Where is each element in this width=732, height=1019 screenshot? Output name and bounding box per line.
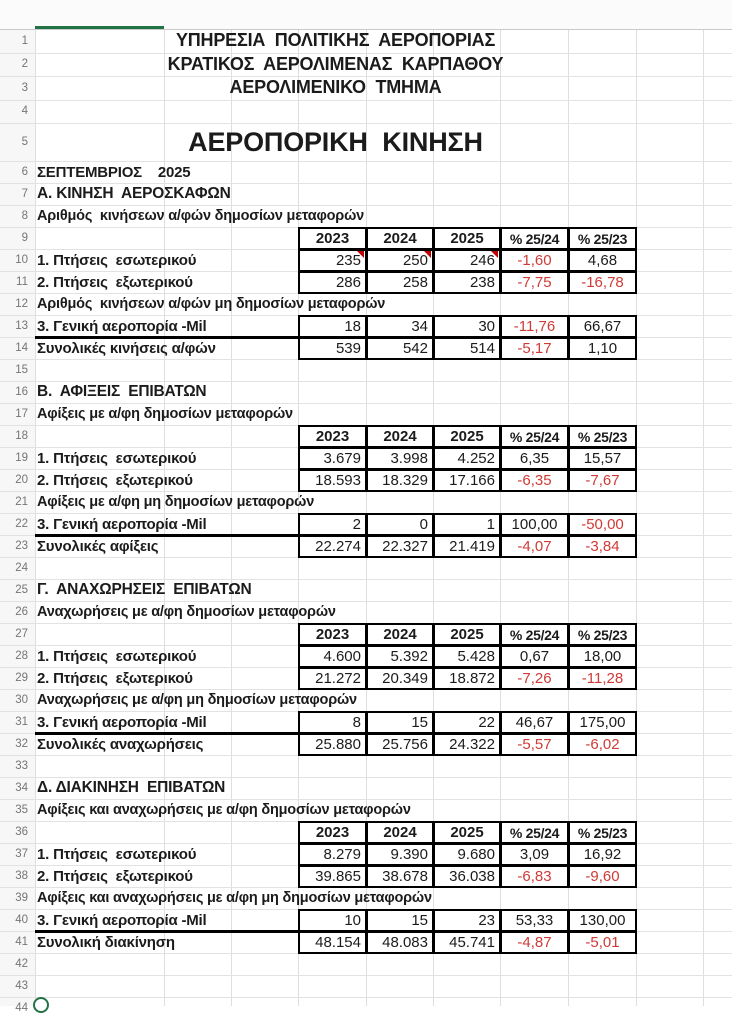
cell-A10[interactable]: 1. Πτήσεις εσωτερικού <box>37 251 197 269</box>
cell-H37[interactable]: 16,92 <box>568 843 637 866</box>
cell-A31[interactable]: 3. Γενική αεροπορία -Mil <box>37 713 207 731</box>
total-row-top-border <box>35 336 637 339</box>
cell-G36[interactable]: % 25/24 <box>500 821 569 844</box>
cell-H29[interactable]: -11,28 <box>568 667 637 690</box>
cell-A19[interactable]: 1. Πτήσεις εσωτερικού <box>37 449 197 467</box>
row-header-23[interactable]: 23 <box>15 540 28 552</box>
cell-D18[interactable]: 2023 <box>298 425 367 448</box>
cell-A13[interactable]: 3. Γενική αεροπορία -Mil <box>37 317 207 335</box>
comment-marker-icon <box>491 251 498 258</box>
total-row-top-border <box>35 534 637 537</box>
cell-E14[interactable]: 542 <box>366 337 434 360</box>
cell-A40[interactable]: 3. Γενική αεροπορία -Mil <box>37 911 207 929</box>
cell-H36[interactable]: % 25/23 <box>568 821 637 844</box>
cell-A37[interactable]: 1. Πτήσεις εσωτερικού <box>37 845 197 863</box>
row-header-5[interactable]: 5 <box>21 136 28 148</box>
cell-A14[interactable]: Συνολικές κινήσεις α/φών <box>37 339 216 357</box>
cell-D38[interactable]: 39.865 <box>298 865 367 888</box>
cell-F19[interactable]: 4.252 <box>433 447 501 470</box>
cell-H28[interactable]: 18,00 <box>568 645 637 668</box>
cell-G19[interactable]: 6,35 <box>500 447 569 470</box>
cell-E20[interactable]: 18.329 <box>366 469 434 492</box>
cell-A29[interactable]: 2. Πτήσεις εξωτερικού <box>37 669 193 687</box>
cell-A17[interactable]: Αφίξεις με α/φη δημοσίων μεταφορών <box>37 406 293 422</box>
cell-E23[interactable]: 22.327 <box>366 535 434 558</box>
cell-D29[interactable]: 21.272 <box>298 667 367 690</box>
cell-A41[interactable]: Συνολική διακίνηση <box>37 933 175 951</box>
cell-H14[interactable]: 1,10 <box>568 337 637 360</box>
row-header-4[interactable]: 4 <box>21 105 28 118</box>
cell-H23[interactable]: -3,84 <box>568 535 637 558</box>
cell-A12[interactable]: Αριθμός κινήσεων α/φών μη δημοσίων μεταφορών <box>37 296 386 312</box>
cell-H18[interactable]: % 25/23 <box>568 425 637 448</box>
row-header-3[interactable]: 3 <box>21 81 28 94</box>
cell-G11[interactable]: -7,75 <box>500 271 569 294</box>
cell-E36[interactable]: 2024 <box>366 821 434 844</box>
cell-A32[interactable]: Συνολικές αναχωρήσεις <box>37 735 204 753</box>
cell-A28[interactable]: 1. Πτήσεις εσωτερικού <box>37 647 197 665</box>
row-header-22[interactable]: 22 <box>15 518 28 530</box>
cell-F29[interactable]: 18.872 <box>433 667 501 690</box>
row-header-32[interactable]: 32 <box>15 738 28 750</box>
comment-marker-icon <box>357 251 364 258</box>
total-row-top-border <box>35 930 637 933</box>
row-header-18[interactable]: 18 <box>15 430 28 442</box>
cell-A34[interactable]: Δ. ΔΙΑΚΙΝΗΣΗ ΕΠΙΒΑΤΩΝ <box>37 779 226 796</box>
cell-G23[interactable]: -4,07 <box>500 535 569 558</box>
cell-H40[interactable]: 130,00 <box>568 909 637 932</box>
cell-F32[interactable]: 24.322 <box>433 733 501 756</box>
cell-A35[interactable]: Αφίξεις και αναχωρήσεις με α/φη δημοσίων μεταφορών <box>37 802 411 818</box>
cell-F14[interactable]: 514 <box>433 337 501 360</box>
gridline <box>0 997 732 998</box>
row-header-43[interactable]: 43 <box>15 980 28 992</box>
cell-G41[interactable]: -4,87 <box>500 931 569 954</box>
cell-E9[interactable]: 2024 <box>366 227 434 250</box>
cell-D37[interactable]: 8.279 <box>298 843 367 866</box>
cell-H31[interactable]: 175,00 <box>568 711 637 734</box>
row-header-19[interactable]: 19 <box>15 452 28 464</box>
cell-A39[interactable]: Αφίξεις και αναχωρήσεις με α/φη μη δημοσίων μεταφορών <box>37 890 432 906</box>
cell-F27[interactable]: 2025 <box>433 623 501 646</box>
cell-D36[interactable]: 2023 <box>298 821 367 844</box>
cell-F23[interactable]: 21.419 <box>433 535 501 558</box>
row-header-25[interactable]: 25 <box>15 584 28 596</box>
row-header-7[interactable]: 7 <box>21 188 28 200</box>
cell-G38[interactable]: -6,83 <box>500 865 569 888</box>
row-header-38[interactable]: 38 <box>15 870 28 882</box>
row-header-10[interactable]: 10 <box>15 254 28 266</box>
row-header-9[interactable]: 9 <box>21 232 28 244</box>
cell-G22[interactable]: 100,00 <box>500 513 569 536</box>
cell-G27[interactable]: % 25/24 <box>500 623 569 646</box>
row-header-11[interactable]: 11 <box>16 276 28 288</box>
cell-A38[interactable]: 2. Πτήσεις εξωτερικού <box>37 867 193 885</box>
cell-F28[interactable]: 5.428 <box>433 645 501 668</box>
cell-F41[interactable]: 45.741 <box>433 931 501 954</box>
cell-A5[interactable]: ΑΕΡΟΠΟΡΙΚΗ ΚΙΝΗΣΗ <box>188 126 483 157</box>
cell-E37[interactable]: 9.390 <box>366 843 434 866</box>
cell-A26[interactable]: Αναχωρήσεις με α/φη δημοσίων μεταφορών <box>37 604 336 620</box>
cell-A8[interactable]: Αριθμός κινήσεων α/φών δημοσίων μεταφορών <box>37 208 364 224</box>
row-header-24[interactable]: 24 <box>15 562 28 574</box>
cell-A30[interactable]: Αναχωρήσεις με α/φη μη δημοσίων μεταφορών <box>37 692 357 708</box>
row-header-41[interactable]: 41 <box>15 936 28 948</box>
cell-E28[interactable]: 5.392 <box>366 645 434 668</box>
cell-A23[interactable]: Συνολικές αφίξεις <box>37 537 159 555</box>
cell-E19[interactable]: 3.998 <box>366 447 434 470</box>
gridline <box>703 29 704 1006</box>
total-row-top-border <box>35 732 637 735</box>
cell-A7[interactable]: Α. ΚΙΝΗΣΗ ΑΕΡΟΣΚΑΦΩΝ <box>37 185 231 202</box>
cell-H22[interactable]: -50,00 <box>568 513 637 536</box>
row-header-8[interactable]: 8 <box>21 210 28 222</box>
cell-F40[interactable]: 23 <box>433 909 501 932</box>
row-header-40[interactable]: 40 <box>15 914 28 926</box>
cell-G10[interactable]: -1,60 <box>500 249 569 272</box>
cell-D22[interactable]: 2 <box>298 513 367 536</box>
cell-A3[interactable]: ΑΕΡΟΛΙΜΕΝΙΚΟ ΤΜΗΜΑ <box>229 77 442 98</box>
cell-A22[interactable]: 3. Γενική αεροπορία -Mil <box>37 515 207 533</box>
cell-A2[interactable]: ΚΡΑΤΙΚΟΣ ΑΕΡΟΛΙΜΕΝΑΣ ΚΑΡΠΑΘΟΥ <box>167 53 504 74</box>
row-header-13[interactable]: 13 <box>15 320 28 332</box>
cell-H20[interactable]: -7,67 <box>568 469 637 492</box>
cell-E13[interactable]: 34 <box>366 315 434 338</box>
cell-F20[interactable]: 17.166 <box>433 469 501 492</box>
row-header-39[interactable]: 39 <box>15 892 28 904</box>
row-header-26[interactable]: 26 <box>15 606 28 618</box>
cell-A20[interactable]: 2. Πτήσεις εξωτερικού <box>37 471 193 489</box>
cell-G37[interactable]: 3,09 <box>500 843 569 866</box>
cell-D19[interactable]: 3.679 <box>298 447 367 470</box>
cell-F13[interactable]: 30 <box>433 315 501 338</box>
row-header-29[interactable]: 29 <box>15 672 28 684</box>
cell-F18[interactable]: 2025 <box>433 425 501 448</box>
row-header-42[interactable]: 42 <box>15 958 28 970</box>
cell-F11[interactable]: 238 <box>433 271 501 294</box>
cell-H38[interactable]: -9,60 <box>568 865 637 888</box>
cell-F36[interactable]: 2025 <box>433 821 501 844</box>
cell-A16[interactable]: Β. ΑΦΙΞΕΙΣ ΕΠΙΒΑΤΩΝ <box>37 383 207 400</box>
cell-D11[interactable]: 286 <box>298 271 367 294</box>
cell-E41[interactable]: 48.083 <box>366 931 434 954</box>
gridline <box>0 975 732 976</box>
cell-D13[interactable]: 18 <box>298 315 367 338</box>
gridline <box>231 29 232 1006</box>
cell-G31[interactable]: 46,67 <box>500 711 569 734</box>
cell-D27[interactable]: 2023 <box>298 623 367 646</box>
row-header-12[interactable]: 12 <box>15 298 28 310</box>
cell-E11[interactable]: 258 <box>366 271 434 294</box>
cell-E40[interactable]: 15 <box>366 909 434 932</box>
selection-handle[interactable] <box>33 997 49 1013</box>
gridline <box>35 29 36 1006</box>
row-header-17[interactable]: 17 <box>15 408 28 420</box>
cell-E38[interactable]: 38.678 <box>366 865 434 888</box>
row-header-28[interactable]: 28 <box>15 650 28 662</box>
cell-F22[interactable]: 1 <box>433 513 501 536</box>
row-header-16[interactable]: 16 <box>15 386 28 398</box>
cell-G28[interactable]: 0,67 <box>500 645 569 668</box>
cell-A25[interactable]: Γ. ΑΝΑΧΩΡΗΣΕΙΣ ΕΠΙΒΑΤΩΝ <box>37 581 252 598</box>
cell-F10[interactable]: 246 <box>433 249 501 272</box>
cell-G14[interactable]: -5,17 <box>500 337 569 360</box>
cell-H9[interactable]: % 25/23 <box>568 227 637 250</box>
row-header-34[interactable]: 34 <box>15 782 28 794</box>
cell-F31[interactable]: 22 <box>433 711 501 734</box>
cell-E22[interactable]: 0 <box>366 513 434 536</box>
cell-E31[interactable]: 15 <box>366 711 434 734</box>
cell-E27[interactable]: 2024 <box>366 623 434 646</box>
row-header-20[interactable]: 20 <box>15 474 28 486</box>
cell-H13[interactable]: 66,67 <box>568 315 637 338</box>
cell-E10[interactable]: 250 <box>366 249 434 272</box>
cell-D31[interactable]: 8 <box>298 711 367 734</box>
row-header-21[interactable]: 21 <box>15 496 28 508</box>
cell-H41[interactable]: -5,01 <box>568 931 637 954</box>
gridline <box>0 100 732 101</box>
cell-A6[interactable]: ΣΕΠΤΕΜΒΡΙΟΣ 2025 <box>37 163 191 181</box>
cell-H27[interactable]: % 25/23 <box>568 623 637 646</box>
row-header-31[interactable]: 31 <box>15 716 28 728</box>
cell-F37[interactable]: 9.680 <box>433 843 501 866</box>
row-header-36[interactable]: 36 <box>15 826 28 838</box>
comment-marker-icon <box>424 251 431 258</box>
cell-D9[interactable]: 2023 <box>298 227 367 250</box>
cell-G20[interactable]: -6,35 <box>500 469 569 492</box>
cell-H10[interactable]: 4,68 <box>568 249 637 272</box>
cell-H19[interactable]: 15,57 <box>568 447 637 470</box>
row-header-1[interactable]: 1 <box>21 34 28 47</box>
row-header-37[interactable]: 37 <box>15 848 28 860</box>
row-header-15[interactable]: 15 <box>15 364 28 376</box>
row-header-14[interactable]: 14 <box>15 342 28 354</box>
cell-H11[interactable]: -16,78 <box>568 271 637 294</box>
cell-G18[interactable]: % 25/24 <box>500 425 569 448</box>
cell-A1[interactable]: ΥΠΗΡΕΣΙΑ ΠΟΛΙΤΙΚΗΣ ΑΕΡΟΠΟΡΙΑΣ <box>175 30 496 51</box>
cell-G40[interactable]: 53,33 <box>500 909 569 932</box>
row-header-35[interactable]: 35 <box>15 804 28 816</box>
cell-G32[interactable]: -5,57 <box>500 733 569 756</box>
row-header-33[interactable]: 33 <box>15 760 28 772</box>
cell-D10[interactable]: 235 <box>298 249 367 272</box>
cell-D32[interactable]: 25.880 <box>298 733 367 756</box>
cell-D20[interactable]: 18.593 <box>298 469 367 492</box>
cell-F38[interactable]: 36.038 <box>433 865 501 888</box>
cell-D41[interactable]: 48.154 <box>298 931 367 954</box>
cell-E32[interactable]: 25.756 <box>366 733 434 756</box>
row-header-6[interactable]: 6 <box>21 166 28 178</box>
cell-D23[interactable]: 22.274 <box>298 535 367 558</box>
row-header-27[interactable]: 27 <box>15 628 28 640</box>
cell-A21[interactable]: Αφίξεις με α/φη μη δημοσίων μεταφορών <box>37 494 315 510</box>
cell-D28[interactable]: 4.600 <box>298 645 367 668</box>
row-header-30[interactable]: 30 <box>15 694 28 706</box>
cell-E18[interactable]: 2024 <box>366 425 434 448</box>
cell-D40[interactable]: 10 <box>298 909 367 932</box>
cell-G13[interactable]: -11,76 <box>500 315 569 338</box>
cell-E29[interactable]: 20.349 <box>366 667 434 690</box>
cell-A11[interactable]: 2. Πτήσεις εξωτερικού <box>37 273 193 291</box>
row-header-44[interactable]: 44 <box>15 1002 28 1014</box>
cell-H32[interactable]: -6,02 <box>568 733 637 756</box>
cell-F9[interactable]: 2025 <box>433 227 501 250</box>
row-header-2[interactable]: 2 <box>21 58 28 71</box>
cell-D14[interactable]: 539 <box>298 337 367 360</box>
cell-G29[interactable]: -7,26 <box>500 667 569 690</box>
cell-G9[interactable]: % 25/24 <box>500 227 569 250</box>
